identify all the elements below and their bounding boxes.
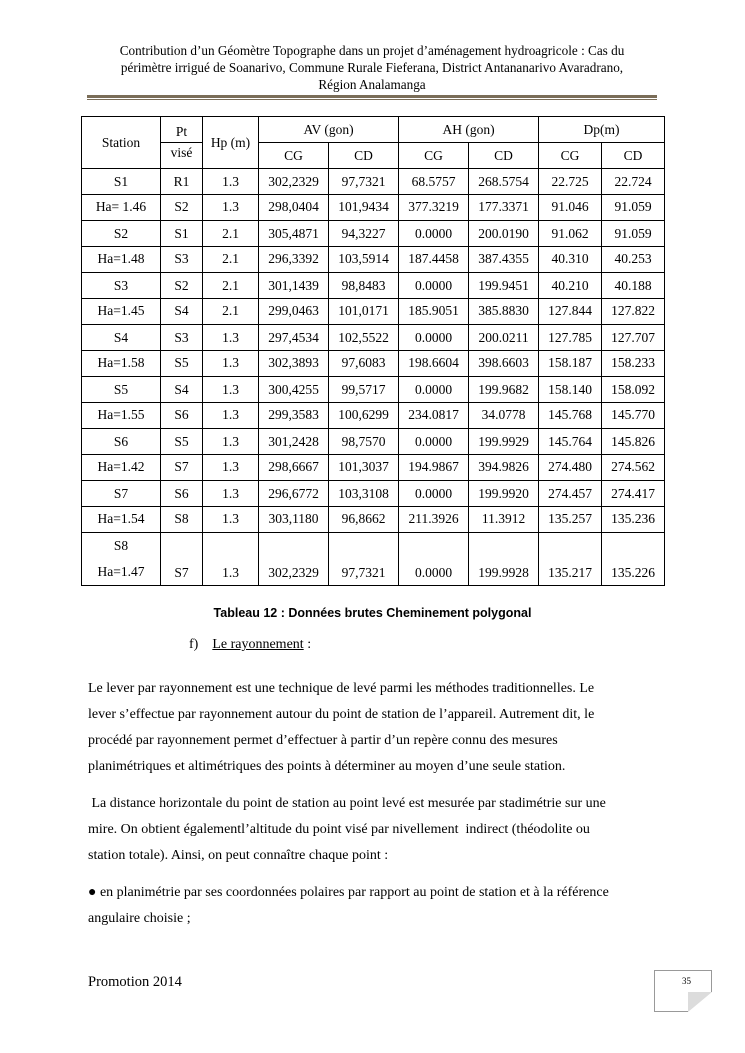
- station-height: Ha=1.58: [82, 351, 161, 377]
- cell-av-cd: 97,6083: [329, 351, 399, 377]
- instrument-height: 1.3: [203, 455, 259, 481]
- station-name: S3: [82, 273, 161, 299]
- cell-ah-cg: 0.0000: [399, 481, 469, 507]
- cell-dp-cd: 40.188: [602, 273, 665, 299]
- paragraph-1: [88, 676, 660, 780]
- cell-ah-cd: 199.9920: [469, 481, 539, 507]
- cell-ah-cd: 385.8830: [469, 299, 539, 325]
- cell-dp-cd: 22.724: [602, 169, 665, 195]
- instrument-height: 1.3: [203, 351, 259, 377]
- cell-av-cg: 302,2329: [259, 169, 329, 195]
- header-line-1: Contribution d’un Géomètre Topographe dans un projet d’aménagement hydroagricole : Cas du: [119, 43, 625, 58]
- cell-ah-cd: 199.9682: [469, 377, 539, 403]
- cell-dp-cd: 158.092: [602, 377, 665, 403]
- station-height: Ha=1.47: [97, 564, 145, 579]
- instrument-height: 1.3: [203, 429, 259, 455]
- cell-av-cg: 298,0404: [259, 195, 329, 221]
- cell-ah-cg: 198.6604: [399, 351, 469, 377]
- cell-dp-cg: 145.764: [539, 429, 602, 455]
- cell-av-cg: 301,1439: [259, 273, 329, 299]
- table-row: [82, 247, 665, 273]
- instrument-height: 1.3: [203, 481, 259, 507]
- raw-data-table: [81, 116, 665, 586]
- target-point: S2: [161, 273, 203, 299]
- cell-av-cg: 300,4255: [259, 377, 329, 403]
- paragraph-2-line-2: mire. On obtient égalementl’altitude du point visé par nivellement indirect (théodolite ou: [88, 822, 590, 837]
- cell-ah-cd: 268.5754: [469, 169, 539, 195]
- cell-dp-cd: 145.770: [602, 403, 665, 429]
- cell-av-cd: 94,3227: [329, 221, 399, 247]
- station-height: Ha=1.45: [82, 299, 161, 325]
- cell-ah-cd: 200.0211: [469, 325, 539, 351]
- page-number-box: [654, 970, 712, 1012]
- target-point: S3: [161, 325, 203, 351]
- cell-ah-cg: 0.0000: [399, 325, 469, 351]
- cell-dp-cg: 274.457: [539, 481, 602, 507]
- cell-ah-cg: 234.0817: [399, 403, 469, 429]
- cell-av-cd: 101,9434: [329, 195, 399, 221]
- instrument-height: 1.3: [203, 533, 259, 586]
- cell-dp-cg: 22.725: [539, 169, 602, 195]
- cell-dp-cg: 127.785: [539, 325, 602, 351]
- cell-av-cg: 299,0463: [259, 299, 329, 325]
- section-marker: f): [189, 637, 199, 652]
- header-ah: AH (gon): [399, 117, 539, 143]
- paragraph-2: [88, 791, 660, 869]
- paragraph-1-line-1: Le lever par rayonnement est une technique de levé parmi les méthodes traditionnelles. Le: [88, 681, 595, 696]
- section-suffix: :: [303, 637, 312, 652]
- cell-ah-cg: 185.9051: [399, 299, 469, 325]
- cell-av-cd: 102,5522: [329, 325, 399, 351]
- cell-ah-cd: 199.9929: [469, 429, 539, 455]
- table-row: [82, 169, 665, 195]
- paragraph-3-line-1: ● en planimétrie par ses coordonnées polaires par rapport au point de station et à la référence: [88, 885, 609, 900]
- instrument-height: 1.3: [203, 377, 259, 403]
- cell-dp-cg: 274.480: [539, 455, 602, 481]
- table-row: [82, 325, 665, 351]
- table-row: [82, 299, 665, 325]
- cell-av-cg: 296,6772: [259, 481, 329, 507]
- cell-ah-cg: 211.3926: [399, 507, 469, 533]
- table-row: [82, 403, 665, 429]
- instrument-height: 1.3: [203, 403, 259, 429]
- cell-dp-cg: 127.844: [539, 299, 602, 325]
- station-height: Ha=1.54: [82, 507, 161, 533]
- station-height: Ha=1.55: [82, 403, 161, 429]
- cell-ah-cd: 387.4355: [469, 247, 539, 273]
- cell-dp-cg: 145.768: [539, 403, 602, 429]
- instrument-height: 2.1: [203, 221, 259, 247]
- paragraph-1-line-4: planimétriques et altimétriques des points à déterminer au moyen d’une seule station.: [88, 759, 566, 774]
- station-name: S8: [113, 538, 129, 553]
- header-av-cg: CG: [259, 143, 329, 169]
- cell-av-cg: 297,4534: [259, 325, 329, 351]
- cell-dp-cd: 274.417: [602, 481, 665, 507]
- instrument-height: 1.3: [203, 325, 259, 351]
- table-row: [82, 429, 665, 455]
- paragraph-2-line-1: La distance horizontale du point de station au point levé est mesurée par stadimétrie sur une: [88, 796, 606, 811]
- instrument-height: 1.3: [203, 169, 259, 195]
- cell-dp-cg: 135.217: [539, 533, 602, 586]
- cell-dp-cd: 135.226: [602, 533, 665, 586]
- cell-av-cg: 299,3583: [259, 403, 329, 429]
- header-av: AV (gon): [259, 117, 399, 143]
- header-line-3: Région Analamanga: [318, 77, 426, 92]
- cell-ah-cg: 0.0000: [399, 221, 469, 247]
- cell-ah-cg: 68.5757: [399, 169, 469, 195]
- instrument-height: 2.1: [203, 273, 259, 299]
- cell-dp-cg: 158.140: [539, 377, 602, 403]
- cell-av-cd: 103,5914: [329, 247, 399, 273]
- station-name: S4: [82, 325, 161, 351]
- target-point: S8: [161, 507, 203, 533]
- paragraph-2-line-3: station totale). Ainsi, on peut connaître chaque point :: [88, 848, 389, 863]
- cell-dp-cd: 158.233: [602, 351, 665, 377]
- instrument-height: 1.3: [203, 195, 259, 221]
- cell-av-cg: 305,4871: [259, 221, 329, 247]
- station-name: S2: [82, 221, 161, 247]
- cell-dp-cd: 91.059: [602, 195, 665, 221]
- table-row: [82, 351, 665, 377]
- section-title: Le rayonnement: [212, 637, 304, 652]
- table-row: [82, 221, 665, 247]
- target-point: S1: [161, 221, 203, 247]
- header-hp: Hp (m): [203, 117, 259, 169]
- cell-ah-cd: 34.0778: [469, 403, 539, 429]
- footer-promotion: Promotion 2014: [88, 974, 182, 990]
- target-point: S2: [161, 195, 203, 221]
- cell-av-cd: 98,8483: [329, 273, 399, 299]
- header-dp: Dp(m): [539, 117, 665, 143]
- cell-dp-cg: 158.187: [539, 351, 602, 377]
- cell-dp-cd: 40.253: [602, 247, 665, 273]
- table-subheader-row: [82, 143, 665, 169]
- table-row: [82, 377, 665, 403]
- cell-dp-cg: 91.062: [539, 221, 602, 247]
- header-station: Station: [82, 117, 161, 169]
- cell-av-cd: 101,3037: [329, 455, 399, 481]
- table-header-row: [82, 117, 665, 143]
- cell-ah-cd: 394.9826: [469, 455, 539, 481]
- paragraph-3: [88, 880, 660, 932]
- cell-ah-cg: 377.3219: [399, 195, 469, 221]
- target-point: S5: [161, 429, 203, 455]
- table-row: [82, 507, 665, 533]
- station-height: Ha=1.48: [82, 247, 161, 273]
- cell-av-cd: 98,7570: [329, 429, 399, 455]
- cell-av-cd: 97,7321: [329, 533, 399, 586]
- cell-av-cg: 302,3893: [259, 351, 329, 377]
- page-fold-corner: [688, 992, 712, 1012]
- target-point: S6: [161, 403, 203, 429]
- station-name: S6: [82, 429, 161, 455]
- target-point: R1: [161, 169, 203, 195]
- station-height: Ha=1.42: [82, 455, 161, 481]
- target-point: S6: [161, 481, 203, 507]
- cell-ah-cd: 200.0190: [469, 221, 539, 247]
- station-height: Ha= 1.46: [82, 195, 161, 221]
- cell-av-cg: 296,3392: [259, 247, 329, 273]
- cell-av-cg: 303,1180: [259, 507, 329, 533]
- cell-dp-cd: 127.707: [602, 325, 665, 351]
- station-name: S5: [82, 377, 161, 403]
- cell-dp-cd: 145.826: [602, 429, 665, 455]
- cell-ah-cg: 0.0000: [399, 533, 469, 586]
- cell-av-cg: 301,2428: [259, 429, 329, 455]
- cell-av-cd: 96,8662: [329, 507, 399, 533]
- cell-dp-cg: 91.046: [539, 195, 602, 221]
- cell-av-cg: 298,6667: [259, 455, 329, 481]
- cell-av-cd: 103,3108: [329, 481, 399, 507]
- target-point: S7: [161, 533, 203, 586]
- target-point: S4: [161, 299, 203, 325]
- header-pt: Pt: [161, 117, 203, 143]
- target-point: S5: [161, 351, 203, 377]
- cell-dp-cd: 135.236: [602, 507, 665, 533]
- station-name: S7: [82, 481, 161, 507]
- table-row: [82, 455, 665, 481]
- cell-ah-cg: 0.0000: [399, 273, 469, 299]
- cell-dp-cd: 127.822: [602, 299, 665, 325]
- header-dp-cd: CD: [602, 143, 665, 169]
- cell-dp-cd: 91.059: [602, 221, 665, 247]
- cell-av-cd: 100,6299: [329, 403, 399, 429]
- paragraph-3-line-2: angulaire choisie ;: [88, 911, 191, 926]
- header-pt-vise: visé: [161, 143, 203, 169]
- header-ah-cg: CG: [399, 143, 469, 169]
- cell-dp-cg: 135.257: [539, 507, 602, 533]
- cell-ah-cd: 398.6603: [469, 351, 539, 377]
- target-point: S3: [161, 247, 203, 273]
- instrument-height: 2.1: [203, 299, 259, 325]
- table-row: [82, 533, 665, 586]
- cell-ah-cd: 11.3912: [469, 507, 539, 533]
- table-caption: Tableau 12 : Données brutes Cheminement polygonal: [213, 606, 532, 620]
- instrument-height: 1.3: [203, 507, 259, 533]
- table-row: [82, 481, 665, 507]
- page-number: 35: [682, 976, 691, 986]
- cell-dp-cg: 40.310: [539, 247, 602, 273]
- header-av-cd: CD: [329, 143, 399, 169]
- instrument-height: 2.1: [203, 247, 259, 273]
- cell-ah-cg: 187.4458: [399, 247, 469, 273]
- cell-dp-cg: 40.210: [539, 273, 602, 299]
- cell-ah-cd: 199.9451: [469, 273, 539, 299]
- table-row: [82, 195, 665, 221]
- header-line-2: périmètre irrigué de Soanarivo, Commune Rurale Fieferana, District Antananarivo Avaradrano,: [120, 60, 624, 75]
- cell-ah-cg: 194.9867: [399, 455, 469, 481]
- page-header: [90, 42, 654, 93]
- station-cell: [82, 533, 161, 586]
- target-point: S4: [161, 377, 203, 403]
- header-ah-cd: CD: [469, 143, 539, 169]
- cell-av-cd: 99,5717: [329, 377, 399, 403]
- target-point: S7: [161, 455, 203, 481]
- cell-ah-cd: 199.9928: [469, 533, 539, 586]
- paragraph-1-line-3: procédé par rayonnement permet d’effectuer à partir d’un repère connu des mesures: [88, 733, 558, 748]
- table-row: [82, 273, 665, 299]
- cell-av-cg: 302,2329: [259, 533, 329, 586]
- cell-ah-cg: 0.0000: [399, 377, 469, 403]
- station-name: S1: [82, 169, 161, 195]
- cell-ah-cd: 177.3371: [469, 195, 539, 221]
- cell-av-cd: 101,0171: [329, 299, 399, 325]
- header-dp-cg: CG: [539, 143, 602, 169]
- cell-dp-cd: 274.562: [602, 455, 665, 481]
- cell-av-cd: 97,7321: [329, 169, 399, 195]
- paragraph-1-line-2: lever s’effectue par rayonnement autour du point de station de l’appareil. Autrement dit, le: [88, 707, 595, 722]
- cell-ah-cg: 0.0000: [399, 429, 469, 455]
- section-heading: [189, 637, 311, 653]
